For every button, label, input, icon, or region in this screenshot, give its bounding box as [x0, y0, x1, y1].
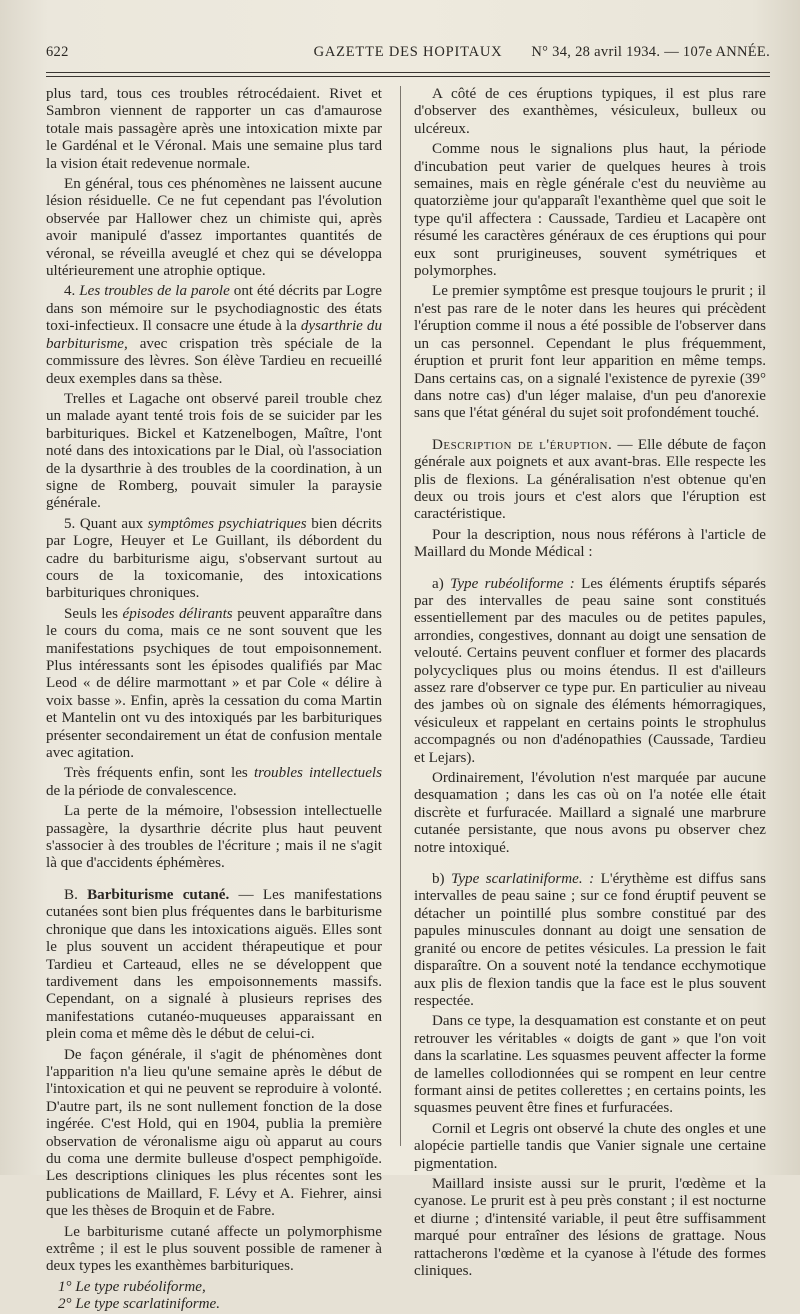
right-column	[414, 86, 766, 1283]
paragraph	[46, 516, 382, 603]
paragraph	[46, 606, 382, 763]
journal-title: GAZETTE DES HOPITAUX	[313, 44, 503, 60]
page-header	[46, 44, 770, 66]
list-item: 1° Le type rubéoliforme,	[58, 1278, 206, 1295]
paragraph	[414, 437, 766, 524]
section-number: 4.	[64, 283, 76, 300]
paragraph: En général, tous ces phénomènes ne laissent aucune lésion résiduelle. Ce ne fut cependant pas l'évolution observée par Hallower chez un chimiste qui, après avoir manipulé d'assez importantes quantités de véronal, se réveilla aveuglé et chez qui se développa ultérieurement une atrophie optique.	[46, 176, 382, 280]
paragraph	[414, 576, 766, 767]
paragraph-text: bien décrits par Logre, Heuyer et Le Guillant, ils débordent du cadre du barbiturisme aigu, s'observant surtout au cours de la toxicomanie, des intoxications barbituriques chroniques.	[46, 515, 382, 602]
paragraph-text: peuvent apparaître dans le cours du coma, mais ce ne sont souvent que les manifestations psychiques de tout empoisonnement. Plus intéressants sont les épisodes qualifiés par Mac Leod « de délire marmottant » et par Cole « délire à voix basse ». Enfin, après la cessation du coma Martin et Mantelin ont vu des intoxiqués par les barbituriques présenter secondairement un état de confusion mentale avec agitation.	[46, 605, 383, 762]
paragraph-text: — Les manifestations cutanées sont bien plus fréquentes dans le barbiturisme chronique que dans les intoxications aiguës. Elles sont le plus souvent un accident thérapeutique et pour Tardieu et Carteaud, elles ne se développent que tardivement dans les empoisonnements massifs. Cependant, on a signalé à plusieurs reprises des manifestations cutanéo-muqueuses apparaissant en plein coma et même dès le début de celui-ci.	[46, 886, 382, 1043]
italic-term: troubles intellectuels	[253, 765, 382, 782]
paragraph	[46, 283, 382, 387]
paragraph: Maillard insiste aussi sur le prurit, l'œdème et la cyanose. Le prurit est à peu près constant ; il est nocturne et diurne ; d'intensité variable, il peut être suffisamment marqué pour entraîner des lésions de grattage. Nous rattacherons l'œdème et la cyanose à l'étude des formes cliniques.	[414, 1175, 766, 1279]
section-title: Type scarlatiniforme. :	[451, 871, 595, 888]
paragraph: Trelles et Lagache ont observé pareil trouble chez un malade ayant tenté trois fois de se suicider par les barbituriques. Bickel et Katzenelbogen, Maître, l'ont noté dans des intoxications par le Dial, où l'association de la dysarthrie à des troubles de la coordination, à un signe de Romberg, pouvait simuler la paraysie générale.	[46, 390, 382, 512]
left-column	[46, 86, 382, 1314]
paragraph: Cornil et Legris ont observé la chute des ongles et une alopécie partielle tandis que Vanier signale une certaine pigmentation.	[414, 1120, 766, 1172]
section-number: B.	[64, 886, 78, 903]
paragraph: De façon générale, il s'agit de phénomènes dont l'apparition n'a lieu qu'une semaine après le début de l'intoxication et qui ne peuvent se reproduire à volonté. D'autre part, ils ne sont nullement fonction de la dose ingérée. C'est Hold, qui en 1904, publia la première observation de véronalisme aigu où apparut au cours du coma une dermite bulleuse d'ospect pemphigoïde. Les descriptions cliniques les plus récentes sont les publications de Maillard, F. Lévy et A. Fiehrer, ainsi que les thèses de Broquin et de Fabre.	[46, 1046, 382, 1220]
issue-info: N° 34, 28 avril 1934. — 107e ANNÉE.	[531, 44, 770, 60]
paragraph-text: Très fréquents enfin, sont les	[64, 765, 248, 782]
paragraph: Ordinairement, l'évolution n'est marquée par aucune desquamation ; dans les cas où on l'a notée elle était discrète et furfuracée. Maillard a signalé une marbrure cutanée persistante, que nous avons pu observer chez notre intoxiqué.	[414, 770, 766, 856]
paragraph: plus tard, tous ces troubles rétrocédaient. Rivet et Sambron viennent de rapporter un cas d'amaurose totale mais passagère après une intoxication mixte par le Gardénal et le Véronal. Mais une semaine plus tard la vision était redevenue normale.	[46, 86, 382, 172]
paragraph-text: L'érythème est diffus sans intervalles de peau saine ; sur ce fond éruptif peuvent se détacher un pointillé plus sombre constitué par des papules minuscules donnant au doigt une sensation de granité ou encore de petites vésicules. La pression le fait disparaître. On a souvent noté la tendance ecchymotique aux plis de flexion tandis que la face est le plus souvent respectée.	[414, 871, 766, 1009]
paragraph: A côté de ces éruptions typiques, il est plus rare d'observer des exanthèmes, vésiculeux, bulleux ou ulcéreux.	[414, 86, 766, 137]
section-number: 5. Quant aux	[64, 515, 144, 532]
section-number: a)	[432, 575, 444, 592]
section-title: Description de l'éruption.	[432, 436, 613, 453]
header-rule	[46, 72, 770, 73]
paragraph: Dans ce type, la desquamation est constante et on peut retrouver les véritables « doigts de gant » que l'on voit dans la scarlatine. Les squasmes peuvent affecter la forme de lamelles collodionnées qui se rompent en leur centre formant ainsi de petites collerettes ; en certains points, les squasmes peuvent être fines et furfuracées.	[414, 1013, 766, 1117]
page-number: 622	[46, 44, 69, 60]
section-title: Les troubles de la parole	[79, 283, 230, 300]
paragraph: La perte de la mémoire, l'obsession intellectuelle passagère, la dysarthrie décrite plus haut peuvent s'associer à des troubles de l'écriture ; mais il ne s'agit là que d'accidents éphémères.	[46, 803, 382, 872]
paragraph-text: Les éléments éruptifs séparés par des intervalles de peau saine sont constitués essentiellement par des macules ou de petites papules, arrondies, congestives, donnant au doigt une sensation de velouté. Certains peuvent confluer et former des placards polycycliques plus ou moins étendus. Il est d'ailleurs assez rare d'observer ce type pur. En particulier au niveau des jambes où on signale des éléments hémorragiques, vésiculeux et rappelant en certains points le strophulus accompagnés ou non d'adénopathies (Caussade, Tardieu et Lejars).	[414, 575, 767, 766]
italic-term: épisodes délirants	[122, 605, 233, 622]
paragraph: Le barbiturisme cutané affecte un polymorphisme extrême ; il est le plus souvent possible de ramener à deux types les exanthèmes barbituriques.	[46, 1223, 382, 1275]
column-divider	[400, 86, 401, 1146]
header-rule-thin	[46, 76, 770, 77]
section-title: symptômes psychiatriques	[147, 515, 307, 532]
paragraph: Pour la description, nous nous référons à l'article de Maillard du Monde Médical :	[414, 526, 766, 561]
paragraph	[46, 765, 382, 800]
paragraph-text: ont été décrits par Logre dans son mémoire sur le psychodiagnostic des états toxi-infectieux. Il consacre une étude à la	[46, 283, 382, 335]
paragraph-text: — Elle débute de façon générale aux poignets et aux avant-bras. Elle respecte les plis de flexions. La généralisation n'est obtenue qu'en deux ou trois jours et c'est alors que l'éruption est caractéristique.	[414, 436, 766, 523]
paragraph-text: de la période de convalescence.	[46, 782, 237, 799]
section-title: Type rubéoliforme :	[450, 575, 575, 592]
section-title: Barbiturisme cutané.	[87, 886, 230, 903]
paragraph: Comme nous le signalions plus haut, la période d'incubation peut varier de quelques heures à trois semaines, mais en règle générale c'est du neuvième au quatorzième jour qu'apparaît l'exanthème quel que soit le type qu'il affectera : Caussade, Tardieu et Lacapère ont résumé les caractères généraux de ces éruptions qui pour eux sont prurigineuses, souvent symétriques et polymorphes.	[414, 141, 766, 280]
paragraph: Le premier symptôme est presque toujours le prurit ; il n'est pas rare de le noter dans les heures qui précèdent l'éruption comme il nous a été possible de l'observer dans un cas personnel. Cependant le plus fréquemment, éruption et prurit font leur apparition en même temps. Dans certains cas, on a signalé l'existence de pyrexie (39° dans notre cas) d'un léger malaise, d'un peu d'anorexie sans que l'état général du sujet soit profondément touché.	[414, 283, 766, 422]
italic-term: dysarthrie du barbiturisme,	[46, 318, 382, 352]
paragraph	[414, 871, 766, 1010]
list-item: 2° Le type scarlatiniforme.	[58, 1296, 220, 1313]
section-number: b)	[432, 871, 445, 888]
paragraph	[46, 887, 382, 1044]
paragraph-text: avec crispation très spéciale de la commissure des lèvres. Son élève Tardieu en recueillé deux exemples dans sa thèse.	[46, 335, 382, 387]
paragraph-text: Seuls les	[64, 605, 118, 622]
